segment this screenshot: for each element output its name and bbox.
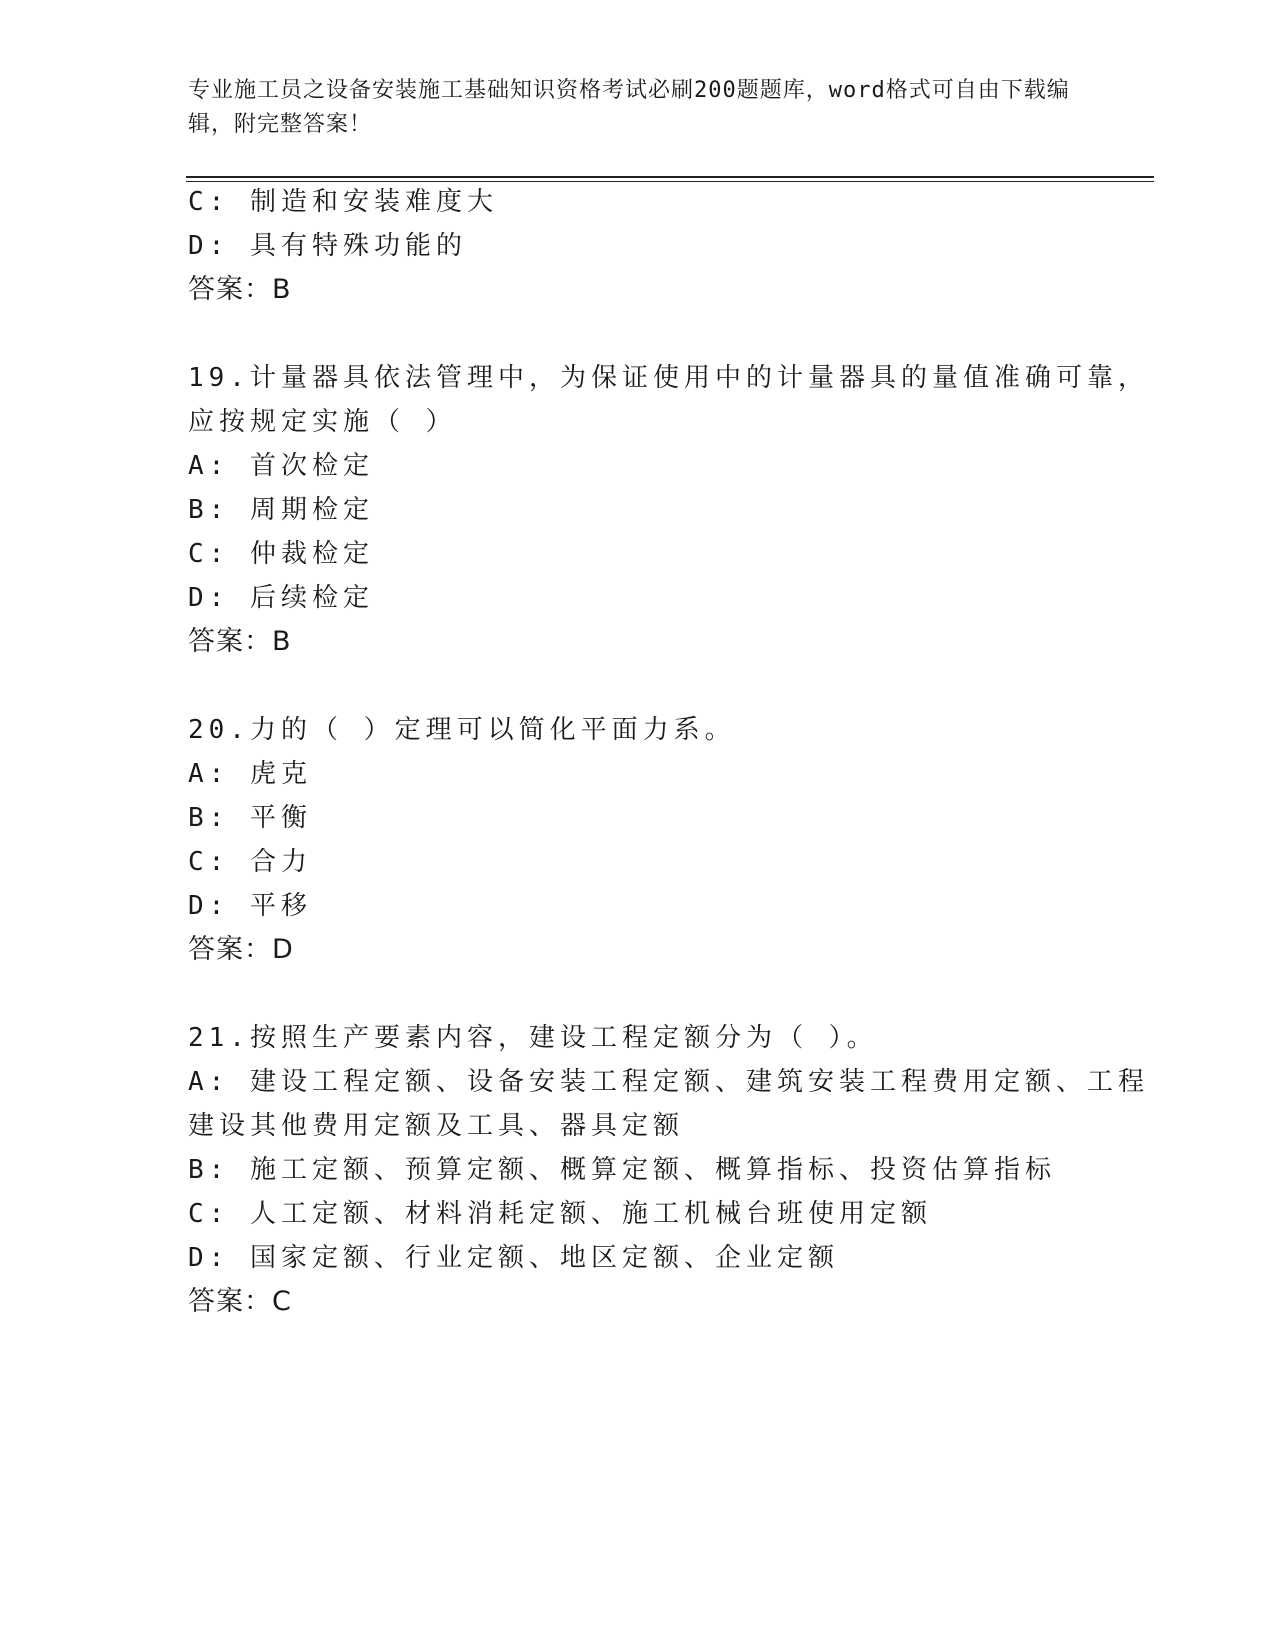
question-20-answer: 答案：D — [188, 934, 294, 965]
question-20-option-c: C: 合力 — [188, 847, 312, 877]
question-21-option-c: C: 人工定额、材料消耗定额、施工机械台班使用定额 — [188, 1199, 932, 1229]
header-rule-thin — [186, 181, 1154, 182]
question-21-option-b: B: 施工定额、预算定额、概算定额、概算指标、投资估算指标 — [188, 1155, 1056, 1185]
question-20-option-a: A: 虎克 — [188, 759, 312, 789]
question-21-option-a: A: 建设工程定额、设备安装工程定额、建筑安装工程费用定额、工程 — [188, 1067, 1149, 1097]
option-c: C: 制造和安装难度大 — [188, 187, 498, 217]
question-20-option-d: D: 平移 — [188, 891, 312, 921]
question-19-stem-cont: 应按规定实施（ ） — [188, 407, 457, 437]
question-20-stem: 20.力的（ ）定理可以简化平面力系。 — [188, 715, 736, 745]
question-21-option-a-cont: 建设其他费用定额及工具、器具定额 — [188, 1111, 685, 1141]
answer-line: 答案：B — [188, 274, 292, 305]
question-19-option-a: A: 首次检定 — [188, 451, 374, 481]
option-d: D: 具有特殊功能的 — [188, 231, 467, 261]
question-19-answer: 答案：B — [188, 626, 292, 657]
question-19-option-c: C: 仲裁检定 — [188, 539, 374, 569]
document-header: 专业施工员之设备安装施工基础知识资格考试必刷200题题库，word格式可自由下载编辑，附完整答案！ — [188, 78, 1070, 137]
question-21-option-d: D: 国家定额、行业定额、地区定额、企业定额 — [188, 1243, 839, 1273]
question-19-option-d: D: 后续检定 — [188, 583, 374, 613]
question-19-stem: 19.计量器具依法管理中，为保证使用中的计量器具的量值准确可靠， — [188, 363, 1149, 393]
question-20-option-b: B: 平衡 — [188, 803, 312, 833]
question-19-option-b: B: 周期检定 — [188, 495, 374, 525]
question-21-answer: 答案：C — [188, 1286, 292, 1317]
header-rule-thick — [186, 176, 1154, 178]
question-21-stem: 21.按照生产要素内容，建设工程定额分为（ ）。 — [188, 1023, 878, 1053]
